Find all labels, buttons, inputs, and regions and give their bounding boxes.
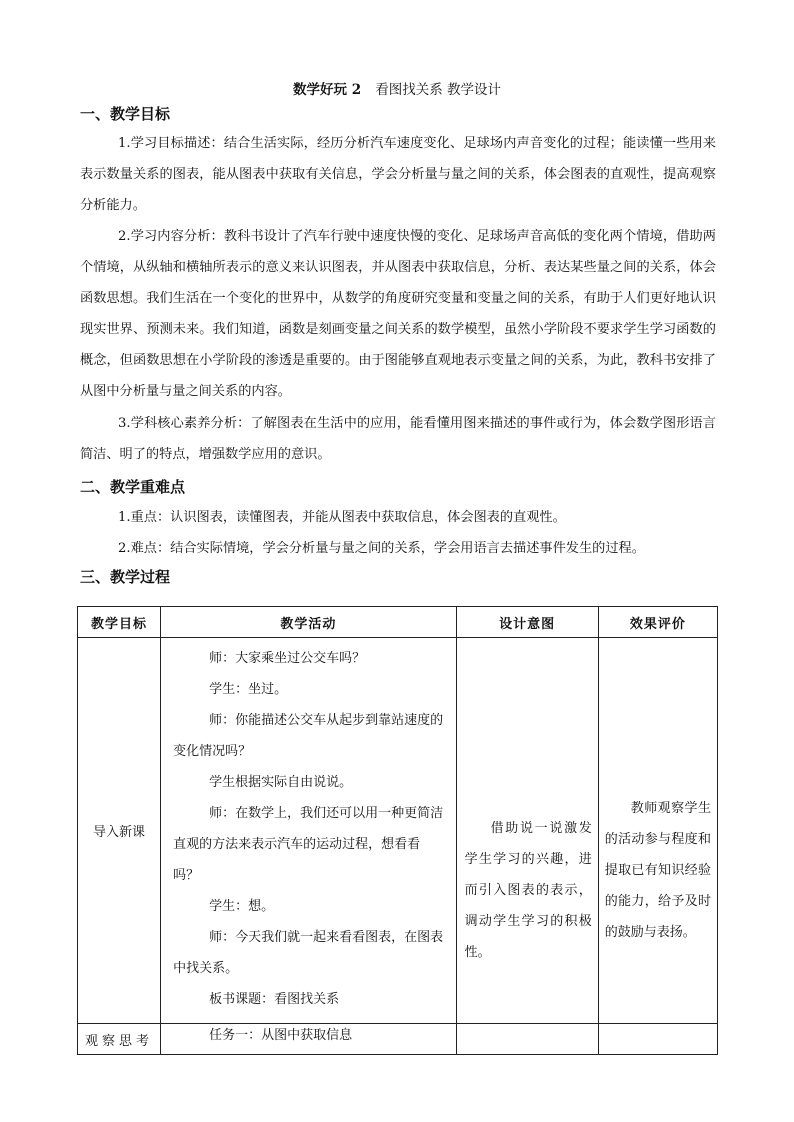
section-heading-goals: 一、教学目标 <box>80 105 171 123</box>
activity-line: 师：在数学上，我们还可以用一种更简洁 <box>209 806 444 821</box>
header-effect: 效果评价 <box>598 607 717 638</box>
row-goal-intro: 导入新课 <box>78 638 161 1024</box>
key-paragraph-2: 2.难点：结合实际情境，学会分析量与量之间的关系，学会用语言去描述事件发生的过程。 <box>118 541 645 556</box>
row-effect-intro <box>598 638 717 1024</box>
title-main: 数学好玩 2 <box>293 82 362 98</box>
key-paragraph-1: 1.重点：认识图表，读懂图表，并能从图表中获取信息，体会图表的直观性。 <box>118 510 566 525</box>
row-activity-intro <box>161 638 456 1024</box>
activity-line: 学生：坐过。 <box>209 682 288 697</box>
goal-paragraph-2: 2.学习内容分析：教科书设计了汽车行驶中速度快慢的变化、足球场声音高低的变化两个情境，借助两个情境，从纵轴和横轴所表示的意义来认识图表，并从图表中获取信息，分析、表达某些量之间的关系，体会函数思想。我们生活在一个变化的世界中，从数学的角度研究变量和变量之间的关系，有助于人们更好地认识现实世界、预测未来。我们知道，函数是刻画变量之间关系的数学模型，虽然小学阶段不要求学生学习函数的概念，但函数思想在小学阶段的渗透是重要的。由于图能够直观地表示变量之间的关系，为此，教科书安排了从图中分析量与量之间关系的内容。 <box>80 229 716 399</box>
table-row <box>78 1024 718 1055</box>
section-heading-key-points: 二、教学重难点 <box>80 478 186 496</box>
row-intent-intro <box>456 638 598 1024</box>
table-row <box>78 638 718 1024</box>
row-intent-observe <box>456 1024 598 1055</box>
row-effect-observe <box>598 1024 717 1055</box>
row-activity-observe: 任务一：从图中获取信息 <box>161 1024 456 1055</box>
teaching-process-table <box>77 606 718 1055</box>
document-title <box>0 78 794 98</box>
section-heading-process: 三、教学过程 <box>80 568 171 586</box>
activity-line: 直观的方法来表示汽车的运动过程，想看看 <box>173 837 421 852</box>
effect-text: 教师观察学生的活动参与程度和提取已有知识经验的能力，给予及时的鼓励与表扬。 <box>604 801 711 940</box>
activity-line: 吗？ <box>173 868 200 883</box>
goal-paragraph-3: 3.学科核心素养分析：了解图表在生活中的应用，能看懂用图来描述的事件或行为，体会数学图形语言简洁、明了的特点，增强数学应用的意识。 <box>80 416 716 462</box>
activity-line: 学生根据实际自由说说。 <box>209 775 353 790</box>
row-goal-observe: 观察思考 <box>78 1024 161 1055</box>
header-activity: 教学活动 <box>161 607 456 638</box>
header-goal: 教学目标 <box>78 607 161 638</box>
activity-line: 变化情况吗？ <box>173 744 252 759</box>
table-header-row <box>78 607 718 638</box>
activity-line: 师：你能描述公交车从起步到靠站速度的 <box>209 713 444 728</box>
title-sub: 看图找关系 教学设计 <box>375 82 501 98</box>
header-intent: 设计意图 <box>456 607 598 638</box>
intent-text: 借助说一说激发学生学习的兴趣，进而引入图表的表示，调动学生学习的积极性。 <box>464 821 592 960</box>
activity-line: 板书课题：看图找关系 <box>209 992 340 1007</box>
goal-paragraph-1: 1.学习目标描述：结合生活实际，经历分析汽车速度变化、足球场内声音变化的过程；能读懂一些用来表示数量关系的图表，能从图表中获取有关信息，学会分析量与量之间的关系，体会图表的直观性，提高观察分析能力。 <box>80 136 716 213</box>
activity-line: 学生：想。 <box>209 899 275 914</box>
activity-line: 中找关系。 <box>173 961 239 976</box>
activity-line: 师：今天我们就一起来看看图表，在图表 <box>209 930 444 945</box>
activity-line: 师：大家乘坐过公交车吗？ <box>209 651 366 666</box>
